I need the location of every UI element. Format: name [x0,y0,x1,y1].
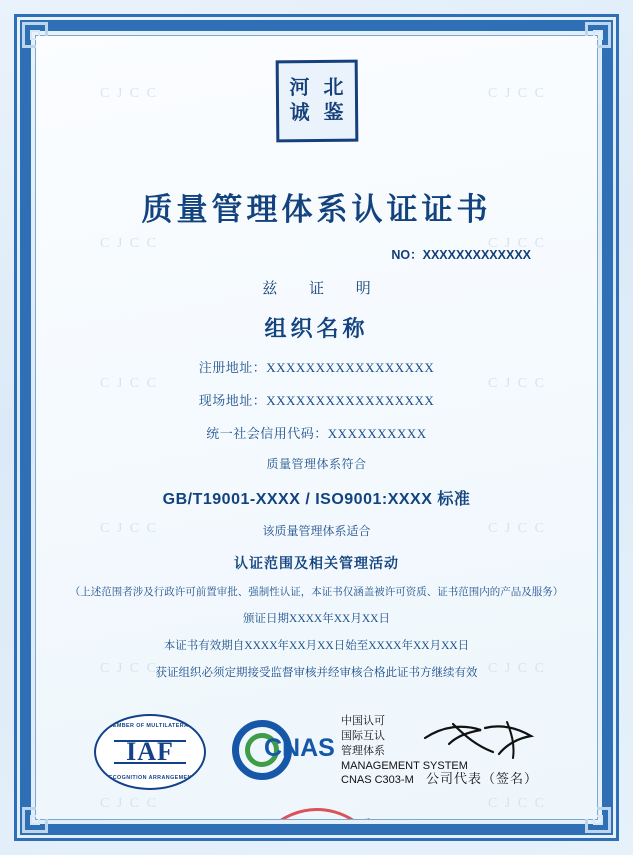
registered-address: 注册地址：XXXXXXXXXXXXXXXXX [198,360,435,375]
validity-period: 本证书有效期自XXXX年XX月XX日始至XXXX年XX月XX日 [163,640,470,652]
watermark-text: C J C C [100,521,158,536]
iaf-oval-shape [94,714,206,790]
seal-char-3: 诚 [289,102,311,125]
watermark-text: C J C C [488,521,546,536]
seal-char-1: 河 [288,77,310,100]
iaf-top-text: MEMBER OF MULTILATERAL [107,723,193,729]
organization-name: 组织名称 [264,316,369,341]
accreditation-logos-row [36,714,597,800]
cnas-caption-line-5: CNAS C303-M [341,774,414,787]
iaf-wordmark: IAF [126,737,174,766]
cnas-caption-line-1: 中国认可 [341,715,385,727]
iaf-logo [94,714,202,786]
signature-label: 公司代表（签名） [425,771,538,786]
unified-credit-code: 统一社会信用代码：XXXXXXXXXX [206,426,427,441]
watermark-text: C J C C [100,661,158,676]
surveillance-note: 获证组织必须定期接受监督审核并经审核合格此证书方继续有效 [155,667,478,679]
certificate-content [36,36,597,819]
watermark-text: C J C C [100,236,158,251]
watermark-text: C J C C [488,376,546,391]
cnas-caption-line-3: 管理体系 [341,744,385,757]
scope-title: 认证范围及相关管理活动 [234,557,399,572]
applicable-statement: 该质量管理体系适合 [262,524,371,538]
issuer-seal [276,60,358,142]
issuer-block [36,806,597,819]
issuer-company-name [36,806,597,819]
watermark-text: C J C C [488,796,546,811]
signature-mark-icon [407,718,557,762]
seal-glyph-block [275,60,358,143]
iaf-bottom-text: RECOGNITION ARRANGEMENT [104,775,196,781]
watermark-text: C J C C [488,86,546,101]
issue-date: 颁证日期XXXX年XX月XX日 [243,613,390,625]
seal-char-2: 北 [322,76,344,99]
cnas-caption-line-4: MANAGEMENT SYSTEM [341,759,468,772]
watermark-text: C J C C [100,796,158,811]
conformity-statement: 质量管理体系符合 [266,457,367,471]
watermark-text: C J C C [488,661,546,676]
watermark-text: C J C C [100,376,158,391]
certificate-title: 质量管理体系认证证书 [141,192,492,227]
representative-signature [407,718,557,787]
certificate-number: NO：XXXXXXXXXXXXX [391,248,531,262]
site-address: 现场地址：XXXXXXXXXXXXXXXXX [198,393,435,408]
seal-char-4: 鉴 [323,101,345,124]
scope-parenthetical-note: （上述范围者涉及行政许可前置审批、强制性认证，本证书仅涵盖被许可资质、证书范围内的产品及服务） [69,587,564,598]
certificate-paper [36,36,597,819]
hereby-certify-text: 兹 证 明 [262,281,385,297]
cnas-wordmark: CNAS [264,734,335,762]
standard-reference: GB/T19001-XXXX / ISO9001:XXXX 标准 [162,491,471,508]
cnas-logo [232,718,344,782]
watermark-text: C J C C [100,86,158,101]
watermark-text: C J C C [488,236,546,251]
cnas-caption-line-2: 国际互认 [341,729,385,742]
